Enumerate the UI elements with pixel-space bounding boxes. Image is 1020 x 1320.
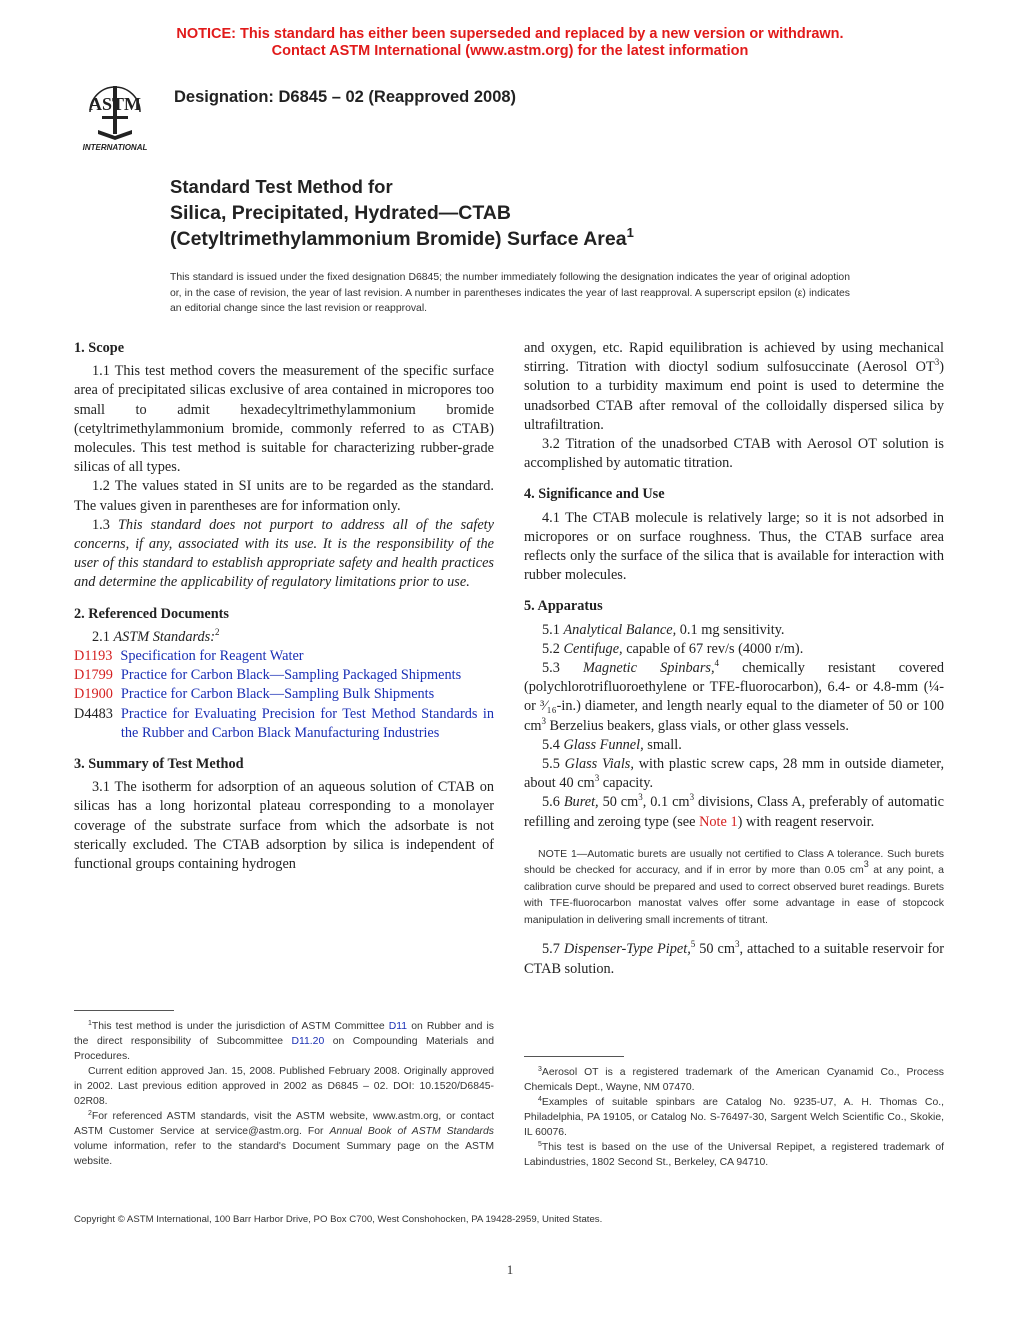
- refdocs-heading: 2. Referenced Documents: [74, 605, 229, 622]
- scope-1-1: 1.1 This test method covers the measurement of the specific surface area of precipitated silicas exclusive of area contained in micropores too small to admit hexadecyltrimethylammonium bromide (cetyltrimethylammonium bromide, commonly referred to as CTAB) molecules. This test method is suitable for characterizing rubber-grade silicas of all types.: [74, 363, 494, 476]
- notice-banner: [0, 26, 1020, 60]
- logo-subtext: INTERNATIONAL: [82, 143, 148, 152]
- apparatus-5-4: 5.4 Glass Funnel, small.: [542, 736, 682, 753]
- scope-1-2: 1.2 The values stated in SI units are to be regarded as the standard. The values given in parentheses are for information only.: [74, 478, 494, 514]
- notice-line-1: NOTICE: This standard has either been superseded and replaced by a new version or withdrawn.: [176, 26, 844, 42]
- scope-1-3: 1.3 This standard does not purport to address all of the safety concerns, if any, associated with its use. It is the responsibility of the user of this standard to establish appropriate safety and health practices and determine the applicability of regulatory limitations prior to use.: [74, 516, 494, 591]
- apparatus-5-2: 5.2 Centifuge, capable of 67 rev/s (4000 r/m).: [542, 640, 804, 657]
- apparatus-5-7: 5.7 Dispenser-Type Pipet,$^5$ 50 $cm^3$, attached to a suitable reservoir for CTAB solution.: [524, 939, 944, 977]
- scope-heading: 1. Scope: [74, 340, 125, 356]
- significance-heading: 4. Significance and Use: [524, 486, 665, 503]
- footnote-3: $^3$Aerosol OT is a registered trademark of the American Cyanamid Co., Process Chemicals Dept., Wayne, NM 07470.: [524, 1066, 944, 1093]
- summary-3-2: 3.2 Titration of the unadsorbed CTAB with Aerosol OT solution is accomplished by automatic titration.: [524, 436, 944, 472]
- footnote-1: $^1$This test method is under the jurisdiction of ASTM Committee D11 on Rubber and is the direct responsibility of Subcommittee D11.20 on Compounding Materials and Procedures.: [74, 1020, 494, 1062]
- apparatus-5-5: 5.5 Glass Vials, with plastic screw caps, 28 mm in outside diameter, about 40 $cm^3$ capacity.: [524, 756, 945, 792]
- summary-heading: 3. Summary of Test Method: [74, 756, 244, 773]
- logo-text: ASTM: [88, 94, 142, 114]
- document-title: [170, 174, 634, 252]
- issued-statement: This standard is issued under the fixed designation D6845; the number immediately following the designation indicates the year of original adoption or, in the case of revision, the year of last revision. A number in parentheses indicates the year of last reapproval. A superscript epsilon (ε) indicates an editorial change since the last revision or reapproval.: [170, 272, 850, 314]
- title-line-1: Standard Test Method for: [170, 176, 393, 197]
- notice-line-2: Contact ASTM International (www.astm.org) for the latest information: [271, 43, 749, 59]
- footnote-2: $^2$For referenced ASTM standards, visit the ASTM website, www.astm.org, or contact ASTM Customer Service at service@astm.org. For Annual Book of ASTM Standards volume information, refer to the standard's Document Summary page on the ASTM website.: [74, 1110, 494, 1167]
- ref-d1799[interactable]: D1799 Practice for Carbon Black—Sampling Packaged Shipments: [74, 667, 462, 684]
- designation: Designation: D6845 – 02 (Reapproved 2008): [174, 88, 517, 106]
- apparatus-5-6: 5.6 Buret, 50 $cm^3$, 0.1 $cm^3$ divisions, Class A, preferably of automatic refilling and zeroing type (see Note 1) with reagent reservoir.: [524, 792, 944, 830]
- ref-d1193[interactable]: D1193 Specification for Reagent Water: [74, 648, 304, 665]
- apparatus-heading: 5. Apparatus: [524, 598, 603, 615]
- page-number: 1: [506, 1262, 514, 1277]
- right-column: [524, 339, 944, 979]
- refdocs-2-1: 2.1 ASTM Standards:$^2$: [92, 626, 220, 645]
- ref-d4483[interactable]: D4483 Practice for Evaluating Precision for Test Method Standards in the Rubber and Carbon Black Manufacturing Industries: [74, 705, 494, 741]
- summary-3-1: 3.1 The isotherm for adsorption of an aqueous solution of CTAB on silicas has a long horizontal plateau corresponding to a monolayer coverage of the substrate surface from which the adsorbate is not sterically excluded. The CTAB adsorption by silica is independent of functional groups containing hydrogen: [74, 779, 494, 873]
- note-1-link[interactable]: Note 1: [699, 813, 738, 830]
- title-footnote-mark[interactable]: 1: [626, 225, 634, 240]
- left-column: [74, 339, 494, 874]
- title-line-2: Silica, Precipitated, Hydrated—CTAB: [170, 202, 511, 224]
- summary-3-1-cont: and oxygen, etc. Rapid equilibration is achieved by using mechanical stirring. Titration with dioctyl sodium sulfosuccinate (Aerosol $OT^3$) solution to a turbidity maximum end point is used to determine the unadsorbed CTAB after removal of the colloidally dispersed silica by ultrafiltration.: [524, 340, 944, 433]
- apparatus-5-3: 5.3 Magnetic Spinbars,$^4$ chemically resistant covered (polychlorotrifluoroethylene or TFE-fluorocarbon), 6.4- or 4.8-mm (¼- or ³⁄₁₆-in.) diameter, and length nearly equal to the diameter of 50 or 100 $cm^3$ Berzelius beakers, glass vials, or other glass vessels.: [524, 658, 944, 734]
- title-line-3: (Cetyltrimethylammonium Bromide) Surface Area: [170, 228, 627, 250]
- right-footnotes: [524, 1056, 944, 1170]
- footnote-4: $^4$Examples of suitable spinbars are Catalog No. 9235-U7, A. H. Thomas Co., Philadelphia, PA 19105, or Catalog No. S-76497-30, Sargent Welch Scientific Co., Skokie, IL 60076.: [524, 1096, 944, 1138]
- apparatus-5-1: 5.1 Analytical Balance, 0.1 mg sensitivity.: [542, 621, 785, 638]
- footnote-1-edition: Current edition approved Jan. 15, 2008. Published February 2008. Originally approved in 2002. Last previous edition approved in 2002 as D6845 – 02. DOI: 10.1520/D6845-02R08.: [74, 1066, 494, 1107]
- ref-d1900[interactable]: D1900 Practice for Carbon Black—Sampling Bulk Shipments: [74, 686, 435, 703]
- note-1: NOTE 1—Automatic burets are usually not certified to Class A tolerance. Such burets should be checked for accuracy, and if in error by more than 0.05 $cm^3$ at any point, a calibration curve should be prepared and used to correct observed buret readings. Burets with TFE-fluorocarbon manostat valves offer some advantage in ease of stopcock manipulation in delivering small increments of titrant.: [524, 847, 944, 926]
- left-footnotes: [74, 1010, 494, 1169]
- astm-logo: [72, 72, 158, 152]
- footnote-5: $^5$This test is based on the use of the Universal Repipet, a registered trademark of Labindustries, 1802 Second St., Berkeley, CA 94710.: [524, 1141, 944, 1168]
- significance-4-1: 4.1 The CTAB molecule is relatively large; so it is not adsorbed in micropores or on surface roughness. Thus, the CTAB surface area reflects only the surface of the silica that is available for interaction with rubber molecules.: [524, 509, 944, 584]
- copyright: Copyright © ASTM International, 100 Barr Harbor Drive, PO Box C700, West Conshohocken, PA 19428-2959, United States.: [74, 1214, 603, 1225]
